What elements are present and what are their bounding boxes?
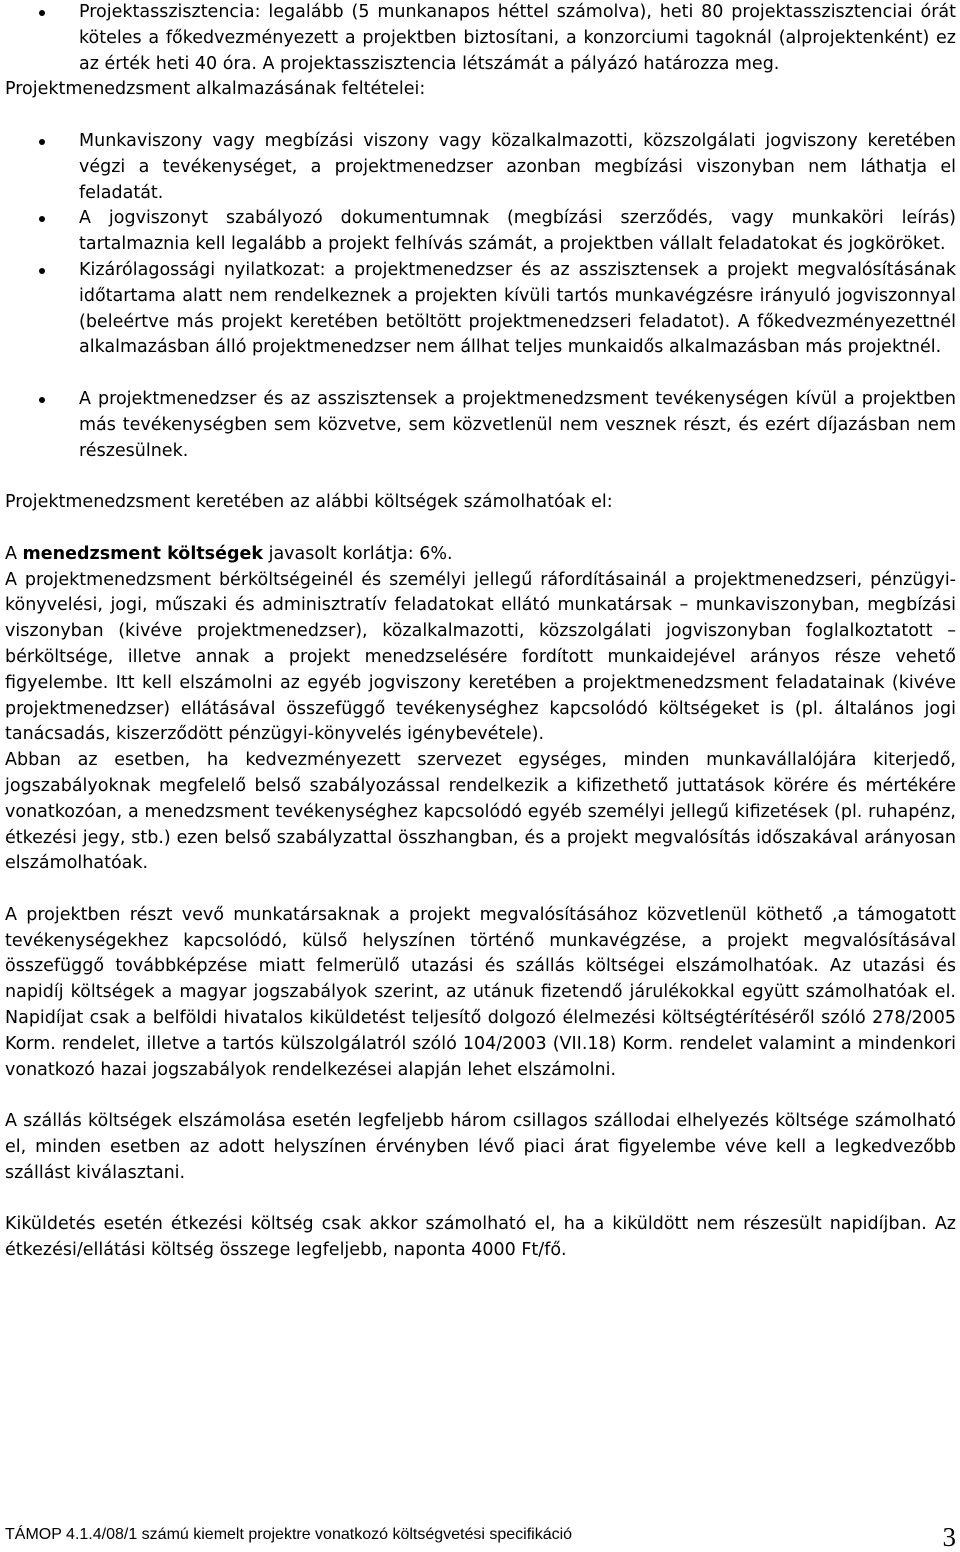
bullet-text: Munkaviszony vagy megbízási viszony vagy közalkalmazotti, közszolgálati jogviszony keretében végzi a tevékenységet, a projektmenedzser azonban megbízási viszonyban nem láthatja el feladatát. bbox=[79, 130, 956, 203]
list-item bbox=[5, 206, 956, 258]
list-item bbox=[5, 387, 956, 464]
salary-paragraph: A projektmenedzsment bérköltségeinél és személyi jellegű ráfordításainál a projektmenedzseri, pénzügyi-könyvelési, jogi, műszaki és adminisztratív feladatokat ellátó munkatársak – munkaviszonyban, megbízási viszonyban (kivéve projektmenedzser), közalkalmazotti, közszolgálati jogviszonyban foglalkoztatott – bérköltsége, illetve annak a projekt menedzselésére fordított munkaidejével arányos része vehető figyelembe. Itt kell elszámolni az egyéb jogviszony keretében a projektmenedzsment feladatainak (kivéve projektmenedzser) ellátásával összefüggő tevékenységhez kapcsolódó költségeket is (pl. általános jogi tanácsadás, kiszerződött pénzügyi-könyvelés igénybevétele). bbox=[5, 569, 956, 745]
meals-paragraph: Kiküldetés esetén étkezési költség csak akkor számolható el, ha a kiküldött nem részesült napidíjban. Az étkezési/ellátási költség összege legfeljebb, naponta 4000 Ft/fő. bbox=[5, 1214, 956, 1261]
limit-suffix: javasolt korlátja: 6%. bbox=[263, 543, 453, 564]
assistance-bullet-list bbox=[5, 0, 956, 77]
document-page bbox=[5, 0, 956, 1264]
spacer bbox=[5, 516, 956, 542]
spacer bbox=[5, 1187, 956, 1213]
spacer bbox=[5, 361, 956, 387]
extra-bullet-list bbox=[5, 387, 956, 464]
footer-title: TÁMOP 4.1.4/08/1 számú kiemelt projektre vonatkozó költségvetési specifikáció bbox=[5, 1526, 573, 1543]
list-item bbox=[5, 129, 956, 206]
bullet-icon bbox=[39, 216, 45, 222]
conditions-bullet-list bbox=[5, 129, 956, 361]
bullet-icon bbox=[39, 139, 45, 145]
costs-heading: Projektmenedzsment keretében az alábbi költségek számolhatóak el: bbox=[5, 492, 613, 513]
bullet-icon bbox=[39, 10, 45, 16]
lodging-paragraph: A szállás költségek elszámolása esetén legfeljebb három csillagos szállodai elhelyezés költsége számolható el, minden esetben az adott helyszínen érvényben lévő piaci árat figyelembe véve kell a legkedvezőbb szállást kiválasztani. bbox=[5, 1111, 956, 1183]
limit-prefix: A bbox=[5, 543, 23, 564]
limit-bold: menedzsment költségek bbox=[22, 543, 264, 564]
bullet-icon bbox=[39, 268, 45, 274]
list-item bbox=[5, 258, 956, 361]
spacer bbox=[5, 464, 956, 490]
bullet-icon bbox=[39, 397, 45, 403]
bullet-text: Projektasszisztencia: legalább (5 munkanapos héttel számolva), heti 80 projektasszisztenciai órát köteles a főkedvezményezett a projektben biztosítani, a konzorciumi tagoknál (alprojektenként) ez az érték heti 40 óra. A projektasszisztencia létszámát a pályázó határozza meg. bbox=[79, 2, 956, 74]
spacer bbox=[5, 877, 956, 903]
bullet-text: Kizárólagossági nyilatkozat: a projektmenedzser és az asszisztensek a projekt megvalósításának időtartama alatt nem rendelkeznek a projekten kívüli tartós munkavégzésre irányuló jogviszonnyal (beleértve más projekt keretében betöltött projektmenedzseri feladatot). A főkedvezményezettnél alkalmazásban álló projektmenedzser nem állhat teljes munkaidős alkalmazásban más projektnél. bbox=[79, 259, 956, 358]
limit-line bbox=[5, 542, 956, 568]
travel-paragraph: A projektben részt vevő munkatársaknak a projekt megvalósításához közvetlenül köthető ,a támogatott tevékenységekhez kapcsolódó, külső helyszínen történő munkavégzése, a projekt megvalósításával összefüggő továbbképzése miatt felmerülő utazási és szállás költségei elszámolhatóak. Az utazási és napidíj költségek a magyar jogszabályok szerint, az utánuk fizetendő járulékokkal együtt számolhatóak el. Napidíjat csak a belföldi hivatalos kiküldetést teljesítő dolgozó élelmezési költségtérítéséről szóló 278/2005 Korm. rendelet, illetve a tartós külszolgálatról szóló 104/2003 (VII.18) Korm. rendelet valamint a mindenkori vonatkozó hazai jogszabályok rendelkezései alapján lehet elszámolni. bbox=[5, 904, 956, 1080]
page-footer bbox=[5, 1523, 956, 1551]
list-item bbox=[5, 0, 956, 77]
page-number: 3 bbox=[942, 1522, 956, 1552]
bullet-text: A jogviszonyt szabályozó dokumentumnak (megbízási szerződés, vagy munkaköri leírás) tartalmaznia kell legalább a projekt felhívás számát, a projektben vállalt feladatokat és jogköröket. bbox=[79, 208, 956, 255]
uniform-rules-paragraph: Abban az esetben, ha kedvezményezett szervezet egységes, minden munkavállalójára kiterjedő, jogszabályoknak megfelelő belső szabályozással rendelkezik a kifizethető juttatások körére és mértékére vonatkozóan, a menedzsment tevékenységhez kapcsolódó egyéb személyi jellegű kifizetések (pl. ruhapénz, étkezési jegy, stb.) ezen belső szabályzattal összhangban, és a projekt megvalósítás időszakával arányosan elszámolhatóak. bbox=[5, 750, 956, 874]
conditions-heading: Projektmenedzsment alkalmazásának feltételei: bbox=[5, 79, 426, 100]
spacer bbox=[5, 103, 956, 129]
spacer bbox=[5, 1083, 956, 1109]
bullet-text: A projektmenedzser és az asszisztensek a projektmenedzsment tevékenységen kívül a projektben más tevékenységben sem közvetve, sem közvetlenül nem vesznek részt, és ezért díjazásban nem részesülnek. bbox=[79, 388, 956, 461]
